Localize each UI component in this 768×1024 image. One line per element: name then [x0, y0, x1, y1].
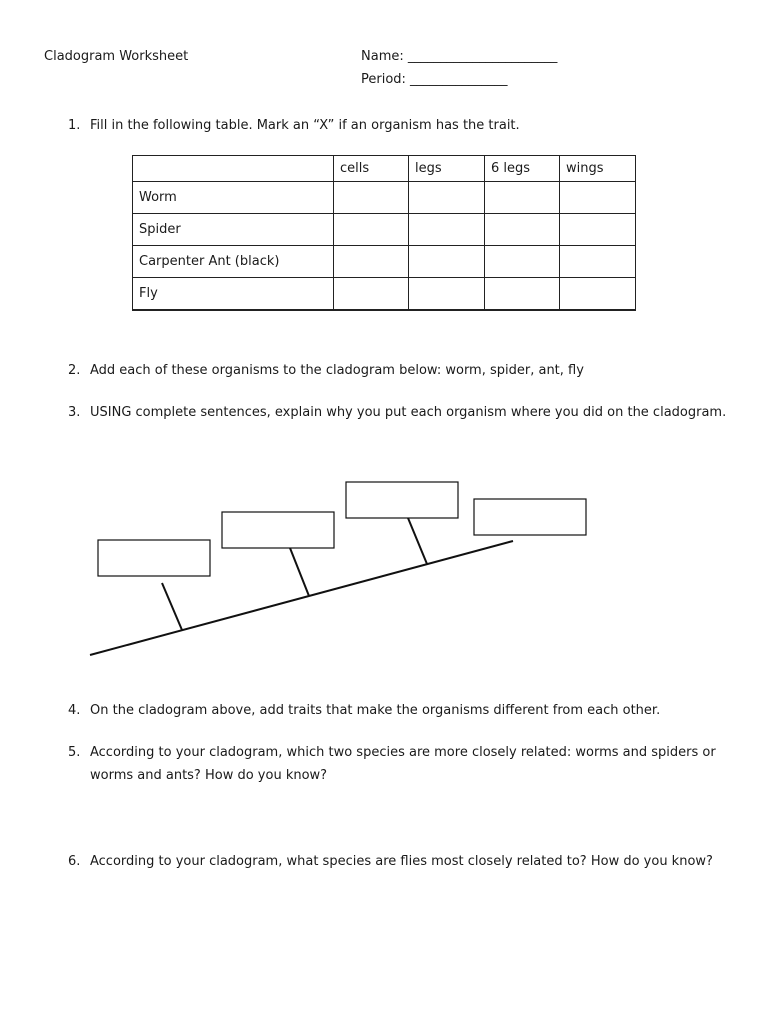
organism-box-3[interactable] [346, 482, 458, 518]
table-row [133, 278, 636, 311]
trait-cell[interactable] [334, 214, 409, 246]
cladogram-branch-3 [408, 518, 427, 564]
question-text: On the cladogram above, add traits that make the organisms different from each other. [90, 703, 661, 718]
trait-cell[interactable] [334, 246, 409, 278]
trait-cell[interactable] [485, 278, 560, 311]
trait-cell[interactable] [334, 182, 409, 214]
header-cell-blank [133, 156, 334, 182]
worksheet-title: Cladogram Worksheet [44, 49, 189, 64]
question-number: 6. [68, 854, 81, 869]
question-text: Fill in the following table. Mark an “X” if an organism has the trait. [90, 118, 520, 133]
question-number: 2. [68, 363, 81, 378]
question-text: According to your cladogram, what species are flies most closely related to? How do you know? [90, 854, 713, 869]
trait-cell[interactable] [409, 278, 485, 311]
trait-cell[interactable] [485, 246, 560, 278]
trait-cell[interactable] [560, 182, 636, 214]
question-number: 4. [68, 703, 81, 718]
trait-cell[interactable] [485, 214, 560, 246]
organism-box-1[interactable] [98, 540, 210, 576]
name-field[interactable]: Name: _______________________ [361, 49, 558, 64]
organism-label: Worm [133, 182, 334, 214]
trait-cell[interactable] [560, 278, 636, 311]
table-header-row [133, 156, 636, 182]
organism-label: Spider [133, 214, 334, 246]
header-cell-wings: wings [560, 156, 636, 182]
header-cell-6-legs: 6 legs [485, 156, 560, 182]
cladogram-diagram [0, 460, 768, 680]
table-row [133, 214, 636, 246]
question-number: 3. [68, 405, 81, 420]
trait-cell[interactable] [485, 182, 560, 214]
table-row [133, 246, 636, 278]
organism-label: Fly [133, 278, 334, 311]
header-cell-cells: cells [334, 156, 409, 182]
cladogram-branch-2 [290, 548, 309, 596]
organism-box-2[interactable] [222, 512, 334, 548]
trait-cell[interactable] [409, 214, 485, 246]
organism-box-4[interactable] [474, 499, 586, 535]
period-field[interactable]: Period: _______________ [361, 72, 508, 87]
question-number: 5. [68, 745, 81, 760]
question-text: Add each of these organisms to the cladogram below: worm, spider, ant, fly [90, 363, 584, 378]
cladogram-branch-1 [162, 583, 182, 630]
trait-table [132, 155, 636, 311]
trait-cell[interactable] [560, 214, 636, 246]
organism-label: Carpenter Ant (black) [133, 246, 334, 278]
question-number: 1. [68, 118, 81, 133]
trait-cell[interactable] [409, 182, 485, 214]
trait-cell[interactable] [409, 246, 485, 278]
table-row [133, 182, 636, 214]
question-text: According to your cladogram, which two species are more closely related: worms and spiders or worms and ants? How do you know? [90, 745, 716, 783]
trait-cell[interactable] [334, 278, 409, 311]
question-text: USING complete sentences, explain why you put each organism where you did on the cladogram. [90, 405, 727, 420]
header-cell-legs: legs [409, 156, 485, 182]
trait-cell[interactable] [560, 246, 636, 278]
